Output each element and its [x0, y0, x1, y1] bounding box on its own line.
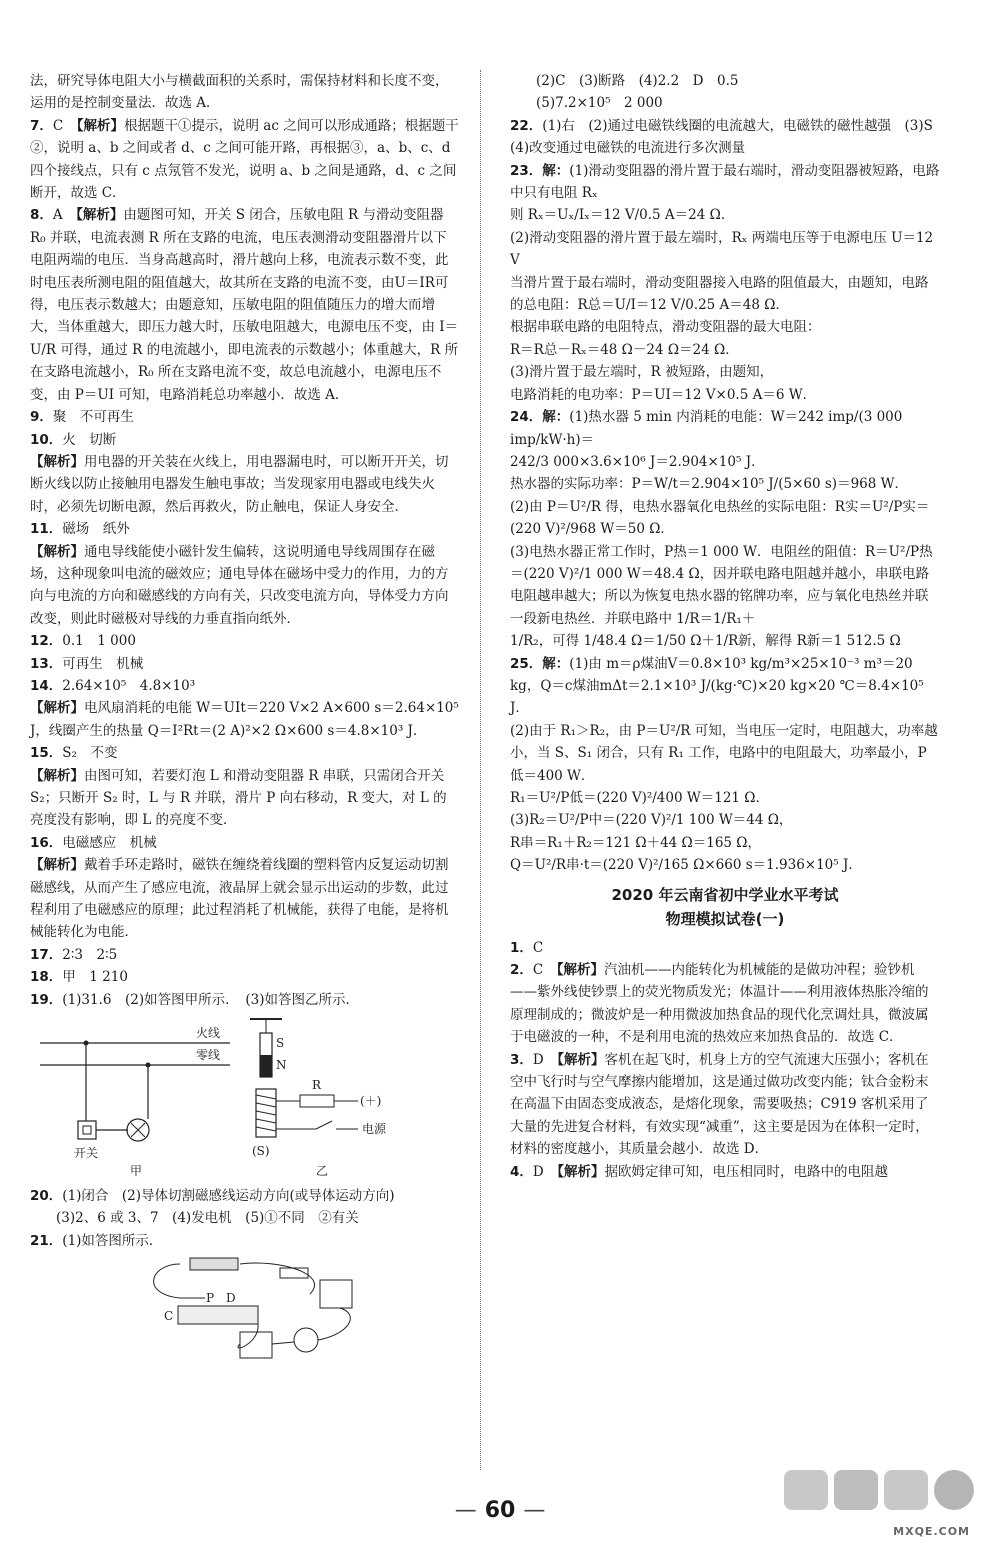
question-23-line: 当滑片置于最右端时，滑动变阻器接入电路的阻值最大，由题知，电路的总电阻：R总＝U/I＝12 V/0.25 A＝48 Ω．: [510, 274, 929, 314]
question-24-line: 1/R₂，可得 1/48.4 Ω＝1/50 Ω＋1/R新，解得 R新＝1 512.5 Ω: [510, 633, 901, 650]
question-24-line: 热水器的实际功率：P＝W/t＝2.904×10⁵ J/(5×60 s)＝968 W．: [510, 476, 908, 493]
fire-wire-label: 火线: [196, 1026, 221, 1041]
question-11: 11．磁场 纸外: [30, 521, 130, 538]
rheostat-icon: [178, 1306, 258, 1324]
question-23-line: 则 Rₓ＝Uₓ/Iₓ＝12 V/0.5 A＝24 Ω．: [510, 207, 735, 224]
question-9: 9．聚 不可再生: [30, 409, 134, 426]
question-22: 22．(1)右 (2)通过电磁铁线圈的电流越大，电磁铁的磁性越强 (3)S (4)改变通过电磁铁的电流进行多次测量: [510, 117, 947, 157]
continued-text: 法，研究导体电阻大小与横截面积的关系时，需保持材料和长度不变，运用的是控制变量法．故选 A．: [30, 73, 449, 112]
question-19: 19．(1)31.6 (2)如答图甲所示． (3)如答图乙所示．: [30, 991, 359, 1008]
question-7: 7．C 【解析】根据题干①提示，说明 ac 之间可以形成通路；根据题干②，说明 a、b 之间或者 d、c 之间可能开路，再根据③，a、b、c、d 四个接线点，只有 c 点氖管不发光，说明 a、b 之间是通路，d、c 之间断开，故选 C．: [30, 117, 459, 202]
question-23-line: R＝R总－Rₓ＝48 Ω－24 Ω＝24 Ω．: [510, 341, 739, 358]
question-24-line: (3)电热水器正常工作时，P热＝1 000 W．电阻丝的阻值：R＝U²/P热＝(220 V)²/1 000 W＝48.4 Ω，因并联电路电阻越并越小，串联电路电阻越串越大；所以为恢复电热水器的铭牌功率，应与氧化电热丝并联一段新电热丝．并联电路中 1/R＝1/R₁＋: [510, 543, 933, 627]
power-plus-label: (＋): [360, 1094, 382, 1109]
page-number: — 60 —: [0, 1498, 1000, 1523]
question-23-line: (3)滑片置于最左端时，R 被短路，由题知，: [510, 364, 774, 381]
question-11-analysis: 【解析】通电导线能使小磁针发生偏转，这说明通电导线周围存在磁场，这种现象叫电流的磁效应；通电导体在磁场中受力的作用，力的方向与电流的方向和磁感线的方向有关，只改变电流方向，导体受力方向改变，则此时磁极对导线的力垂直指向纸外．: [30, 543, 449, 627]
magnet-n-label: N: [276, 1058, 287, 1073]
voltmeter-icon: [240, 1332, 272, 1358]
figure-21-circuit: [30, 1254, 460, 1364]
section-title: 2020 年云南省初中学业水平考试 物理模拟试卷(一): [611, 885, 839, 928]
power-label: 电源: [362, 1122, 387, 1137]
magnet-s-label: S: [276, 1036, 285, 1051]
question-24: 24．解：(1)热水器 5 min 内消耗的电能：W＝242 imp/(3 000 imp/kW·h)＝: [510, 409, 903, 448]
question-24-line: (2)由 P＝U²/R 得，电热水器氧化电热丝的实际电阻：R实＝U²/P实＝: [510, 498, 930, 515]
switch-icon: [280, 1268, 308, 1278]
figure-yi-label: 乙: [316, 1164, 329, 1179]
section-question-3: 3．D 【解析】客机在起飞时，机身上方的空气流速大压强小；客机在空中飞行时与空气摩擦内能增加，这是通过做功改变内能；钛合金粉末在高温下由固态变成液态，是熔化现象，需要吸热；C919 客机采用了大量的先进复合材料，有效实现“减重”，这主要是因为在体积一定时，材料的密度越小，其质量会越小．故选 D．: [510, 1051, 929, 1158]
question-24-line: (220 V)²/968 W＝50 Ω．: [510, 521, 674, 538]
question-25-line: (2)由于 R₁＞R₂，由 P＝U²/R 可知，当电压一定时，电阻越大，功率越小，当 S、S₁ 闭合，只有 R₁ 工作，电路中的电阻最大，功率最小，P低＝400 W．: [510, 722, 938, 784]
rheostat-c-label: C: [164, 1309, 174, 1324]
left-column: [30, 70, 460, 1366]
question-20: 20．(1)闭合 (2)导体切割磁感线运动方向(或导体运动方向): [30, 1188, 395, 1205]
column-divider: [480, 70, 481, 1470]
lamp-icon: [294, 1328, 318, 1352]
question-15: 15．S₂ 不变: [30, 745, 118, 762]
rheostat-p-label: P: [206, 1291, 215, 1306]
section-question-4: 4．D 【解析】据欧姆定律可知，电压相同时，电路中的电阻越: [510, 1163, 888, 1180]
question-23-line: 根据串联电路的电阻特点，滑动变阻器的最大电阻：: [510, 319, 821, 336]
section-question-1: 1．C: [510, 939, 544, 956]
question-13: 13．可再生 机械: [30, 655, 144, 672]
question-25: 25．解：(1)由 m＝ρ煤油V＝0.8×10³ kg/m³×25×10⁻³ m³＝20 kg，Q＝c煤油mΔt＝2.1×10³ J/(kg·℃)×20 kg×20 ℃＝8.4×10⁵ J．: [510, 655, 924, 717]
question-21: 21．(1)如答图所示．: [30, 1232, 163, 1249]
figure-19-diagrams: [30, 1013, 460, 1183]
section-question-2: 2．C 【解析】汽油机——内能转化为机械能的是做功冲程；验钞机——紫外线使钞票上的荧光物质发光；体温计——利用液体热胀冷缩的原理制成的；微波炉是一种用微波加热食品的现代化烹调灶具，微波属于电磁波的一种，不是利用电流的热效应来加热食品的．故选 C．: [510, 962, 929, 1046]
resistor-icon: [300, 1095, 334, 1107]
question-20-line2: (3)2、6 或 3、7 (4)发电机 (5)①不同 ②有关: [56, 1210, 359, 1227]
question-12: 12．0.1 1 000: [30, 633, 136, 650]
rheostat-d-label: D: [226, 1291, 236, 1306]
question-25-line: (3)R₂＝U²/P中＝(220 V)²/1 100 W＝44 Ω，: [510, 812, 793, 829]
question-23-line: (2)滑动变阻器的滑片置于最左端时，Rₓ 两端电压等于电源电压 U＝12 V: [510, 229, 934, 269]
question-23: 23．解：(1)滑动变阻器的滑片置于最右端时，滑动变阻器被短路，电路中只有电阻 Rₓ: [510, 162, 940, 202]
battery-icon: [190, 1258, 238, 1270]
question-25-line: R串＝R₁＋R₂＝121 Ω＋44 Ω＝165 Ω，: [510, 834, 761, 851]
question-15-analysis: 【解析】由图可知，若要灯泡 L 和滑动变阻器 R 串联，只需闭合开关 S₂；只断开 S₂ 时，L 与 R 并联，滑片 P 向右移动，R 变大，对 L 的亮度没有影响，即 L 的亮度不变．: [30, 767, 447, 829]
question-21-cont-1: (2)C (3)断路 (4)2.2 D 0.5: [536, 73, 739, 89]
watermark-text: MXQE.COM: [893, 1525, 970, 1538]
question-17: 17．2∶3 2∶5: [30, 946, 118, 963]
resistor-label: R: [312, 1078, 322, 1093]
switch-label: 开关: [74, 1146, 99, 1161]
coil-s-label: (S): [252, 1144, 270, 1159]
question-16-analysis: 【解析】戴着手环走路时，磁铁在缠绕着线圈的塑料管内反复运动切割磁感线，从而产生了感应电流，液晶屏上就会显示出运动的步数，此过程利用了电磁感应的原理；此过程消耗了机械能，获得了电能，是将机械能转化为电能．: [30, 857, 449, 941]
figure-jia-label: 甲: [130, 1164, 143, 1179]
zero-wire-label: 零线: [196, 1048, 221, 1063]
question-18: 18．甲 1 210: [30, 969, 128, 986]
question-21-cont-2: (5)7.2×10⁵ 2 000: [536, 95, 663, 112]
question-25-line: R₁＝U²/P低＝(220 V)²/400 W＝121 Ω．: [510, 790, 769, 806]
question-14-analysis: 【解析】电风扇消耗的电能 W＝UIt＝220 V×2 A×600 s＝2.64×10⁵ J，线圈产生的热量 Q＝I²Rt＝(2 A)²×2 Ω×600 s＝4.8×10³ J．: [30, 700, 459, 739]
question-10: 10．火 切断: [30, 431, 117, 448]
question-24-line: 242/3 000×3.6×10⁶ J＝2.904×10⁵ J．: [510, 453, 765, 470]
switch-box: [78, 1121, 96, 1139]
question-16: 16．电磁感应 机械: [30, 834, 157, 851]
question-10-analysis: 【解析】用电器的开关装在火线上，用电器漏电时，可以断开开关，切断火线以防止接触用电器发生触电事故；当发现家用电器或电线失火时，必须先切断电源，然后再救火，防止触电，保证人身安全．: [30, 453, 449, 515]
question-14: 14．2.64×10⁵ 4.8×10³: [30, 677, 196, 694]
right-column: [510, 70, 947, 1183]
ammeter-icon: [320, 1280, 352, 1308]
question-23-line: 电路消耗的电功率：P＝UI＝12 V×0.5 A＝6 W．: [510, 386, 817, 403]
question-25-line: Q＝U²/R串·t＝(220 V)²/165 Ω×660 s＝1.936×10⁵ J．: [510, 857, 862, 874]
question-8: 8．A 【解析】由题图可知，开关 S 闭合，压敏电阻 R 与滑动变阻器 R₀ 并联，电流表测 R 所在支路的电流，电压表测滑动变阻器滑片以下电阻两端的电压．当身高越高时，滑片越向上移，电流表示数不变，此时电压表所测电阻的阻值越大，故其所在支路的电流不变，由U＝IR可得，电压表示数越大；由题意知，压敏电阻的阻值随压力的增大而增大，当体重越大，即压力越大时，压敏电阻越大，电源电压不变，由 I＝U/R 可得，通过 R 的电流越小，即电流表的示数越小；体重越大，R 所在支路电流越小，R₀ 所在支路电流不变，故总电流越小，电源电压不变，由 P＝UI 可知，电路消耗总功率越小．故选 A．: [30, 207, 459, 403]
